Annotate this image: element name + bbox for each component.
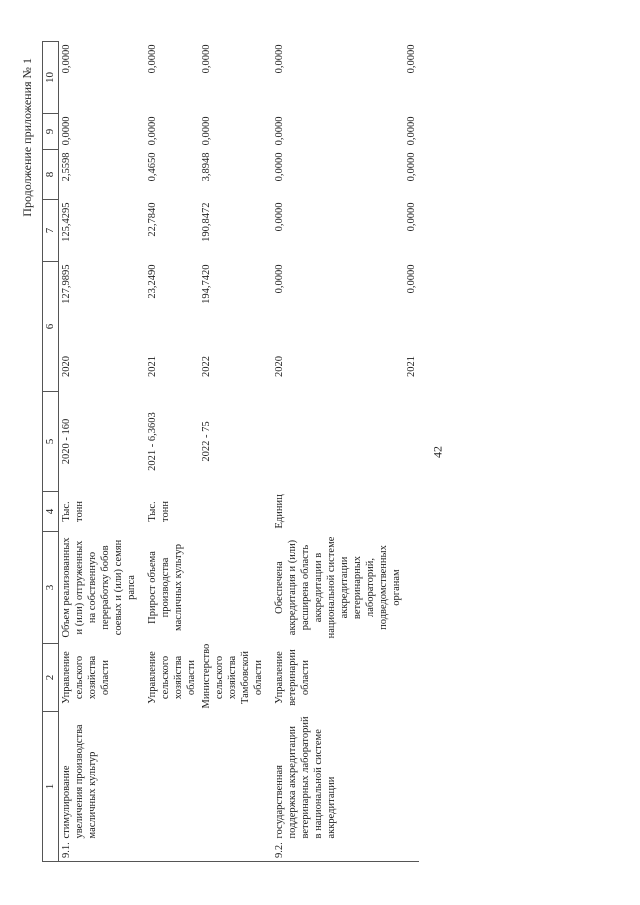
value-col-9: 0,0000: [59, 114, 140, 150]
value-col-9: 0,0000: [274, 116, 285, 146]
row-number: 9.1.: [59, 842, 140, 862]
table-row: [272, 42, 404, 862]
executor: Управление ветеринарии области: [274, 649, 311, 706]
rotated-table-area: [20, 42, 620, 862]
value-col-7: 0,0000: [406, 202, 417, 232]
value-col-8: 3,8948: [201, 152, 212, 182]
year: 2022: [201, 356, 212, 377]
value-col-7: 22,7840: [147, 202, 158, 237]
measure-name: стимулирование увеличения производства масличных культур: [59, 712, 140, 842]
header-cell-1: 1: [43, 712, 59, 862]
header-cell-9: 9: [43, 114, 59, 150]
value-col-7: 0,0000: [274, 202, 285, 232]
header-cell-10: 10: [43, 42, 59, 114]
page-number: 42: [430, 446, 445, 458]
unit: [404, 492, 419, 532]
data-table: [42, 41, 419, 862]
header-cell-7: 7: [43, 200, 59, 262]
header-row: [43, 42, 59, 862]
value-col-6: 0,0000: [274, 264, 285, 294]
table-row: [199, 42, 266, 862]
value-col-8: 0,0000: [274, 152, 285, 182]
measure-name: [199, 712, 266, 842]
year: 2021: [147, 356, 158, 377]
appendix-caption: Продолжение приложения № 1: [20, 58, 34, 217]
indicator: Обеспечена аккредитация и (или) расширена область аккредитации в национальной системе аккредитации ветеринарных лабораторий, подведомственных органам: [274, 536, 402, 639]
value-col-6: 194,7420: [201, 264, 212, 304]
row-number: [404, 842, 419, 862]
table-row: [59, 42, 140, 862]
value-col-10: 0,0000: [406, 44, 417, 74]
base-value: [404, 392, 419, 492]
value-col-7: 125,4295: [59, 200, 140, 262]
base-value: [272, 392, 404, 492]
row-number: [199, 842, 266, 862]
year: 2020: [59, 342, 140, 392]
unit: Единиц: [274, 494, 285, 529]
value-col-8: 2,5598: [59, 150, 140, 200]
value-col-10: 0,0000: [274, 44, 285, 74]
header-cell-8: 8: [43, 150, 59, 200]
unit: [199, 492, 266, 532]
value-col-6: 0,0000: [406, 264, 417, 294]
measure-name: [145, 712, 199, 842]
indicator: [404, 532, 419, 644]
measure-name: [404, 712, 419, 842]
value-col-10: 0,0000: [59, 42, 140, 114]
table-row: [145, 42, 199, 862]
header-cell-5: 5: [43, 392, 59, 492]
header-cell-6: 6: [43, 262, 59, 392]
header-cell-2: 2: [43, 644, 59, 712]
row-number: 9.2.: [272, 842, 404, 862]
value-col-10: 0,0000: [147, 44, 158, 74]
value-col-7: 190,8472: [201, 202, 212, 242]
value-col-6: 127,9895: [59, 262, 140, 342]
value-col-9: 0,0000: [406, 116, 417, 146]
value-col-10: 0,0000: [201, 44, 212, 74]
measure-name: государственная поддержка аккредитации ветеринарных лабораторий в национальной системе аккредитации: [274, 716, 337, 839]
executor: Управление сельского хозяйства области: [147, 651, 197, 704]
indicator: Объем реализованных и (или) отгруженных на собственную переработку бобов соевых и (или) семян рапса: [59, 532, 140, 644]
header-cell-4: 4: [43, 492, 59, 532]
value-col-9: 0,0000: [201, 116, 212, 146]
executor: [404, 644, 419, 712]
table-row: [404, 42, 419, 862]
header-cell-3: 3: [43, 532, 59, 644]
value-col-6: 23,2490: [147, 264, 158, 299]
executor: Управление сельского хозяйства области: [59, 644, 140, 712]
unit: Тыс. тонн: [59, 492, 140, 532]
year: 2020: [274, 356, 285, 377]
indicator: [199, 532, 266, 644]
value-col-8: 0,0000: [406, 152, 417, 182]
year: 2021: [406, 356, 417, 377]
indicator: Прирост объема производства масличных культур: [147, 544, 184, 631]
row-number: [145, 842, 199, 862]
value-col-8: 0,4650: [147, 152, 158, 182]
unit: Тыс. тонн: [147, 501, 171, 522]
value-col-9: 0,0000: [147, 116, 158, 146]
base-value: 2022 - 75: [201, 421, 212, 462]
executor: Министерство сельского хозяйства Тамбовской области: [201, 643, 264, 709]
base-value: 2020 - 160: [59, 392, 140, 492]
base-value: 2021 - 6,3603: [147, 412, 158, 471]
